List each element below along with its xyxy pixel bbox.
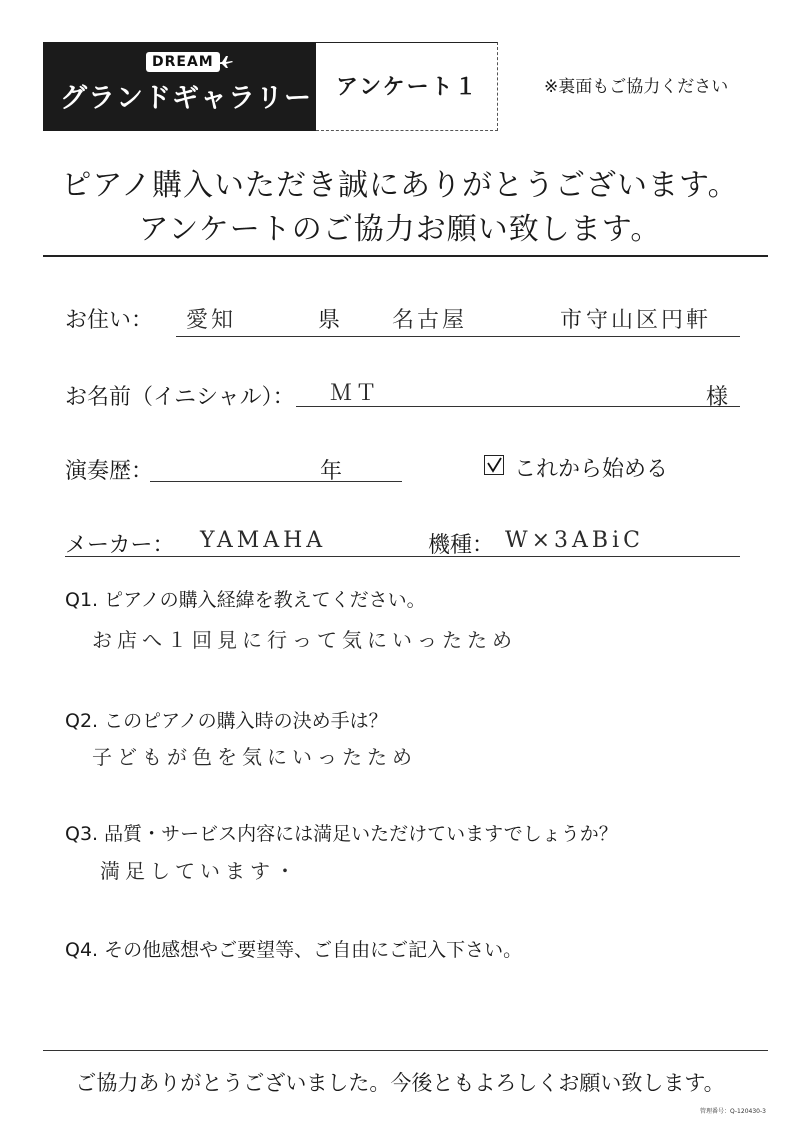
question-1: Q1. ピアノの購入経緯を教えてください。 <box>65 589 426 611</box>
question-3: Q3. 品質・サービス内容には満足いただけていますでしょうか？ <box>65 823 618 845</box>
experience-underline <box>150 481 402 482</box>
city-suffix: 市 <box>560 308 583 333</box>
prefecture-suffix: 県 <box>318 308 341 333</box>
footer-divider <box>43 1050 768 1051</box>
intro-line-1: ピアノ購入いただき誠にありがとうございます。 <box>61 168 739 203</box>
address-ward[interactable]: 守山区円軒 <box>586 308 712 333</box>
years-suffix: 年 <box>320 459 343 484</box>
logo-badge: DREAM <box>146 52 220 72</box>
address-city[interactable]: 名古屋 <box>392 308 468 333</box>
divider <box>43 255 768 257</box>
name-underline <box>296 406 740 407</box>
name-label: お名前（イニシャル）： <box>65 385 295 410</box>
address-prefecture[interactable]: 愛知 <box>186 308 237 333</box>
intro-line-2: アンケートのご協力お願い致します。 <box>138 212 662 247</box>
logo-text: グランドギャラリー <box>60 83 312 114</box>
back-side-note: ※裏面もご協力ください <box>544 77 729 97</box>
question-2: Q2. このピアノの購入時の決め手は？ <box>65 710 388 732</box>
maker-label: メーカー： <box>65 533 175 558</box>
maker-value[interactable]: YAMAHA <box>200 528 327 553</box>
management-number: 管理番号：Q-120430-3 <box>700 1108 766 1115</box>
name-suffix: 様 <box>706 385 729 410</box>
survey-label: アンケート１ <box>336 75 479 100</box>
question-4: Q4. その他感想やご要望等、ご自由にご記入下さい。 <box>65 939 523 961</box>
experience-label: 演奏歴： <box>65 459 154 484</box>
answer-2[interactable]: 子どもが色を気にいったため <box>92 745 417 769</box>
model-label: 機種： <box>428 533 495 558</box>
model-value[interactable]: W×3ABiC <box>505 528 644 553</box>
start-checkbox-label: これから始める <box>514 457 669 482</box>
name-value[interactable]: ＭＴ <box>330 381 381 406</box>
address-underline <box>176 336 740 337</box>
maker-underline <box>65 556 740 557</box>
answer-1[interactable]: お店へ１回見に行って気にいったため <box>92 628 517 652</box>
closing-message: ご協力ありがとうございました。今後ともよろしくお願い致します。 <box>75 1071 725 1095</box>
answer-3[interactable]: 満足しています・ <box>100 859 300 883</box>
checkmark-icon <box>484 455 504 475</box>
airplane-icon <box>214 54 234 70</box>
address-label: お住い： <box>65 308 154 333</box>
